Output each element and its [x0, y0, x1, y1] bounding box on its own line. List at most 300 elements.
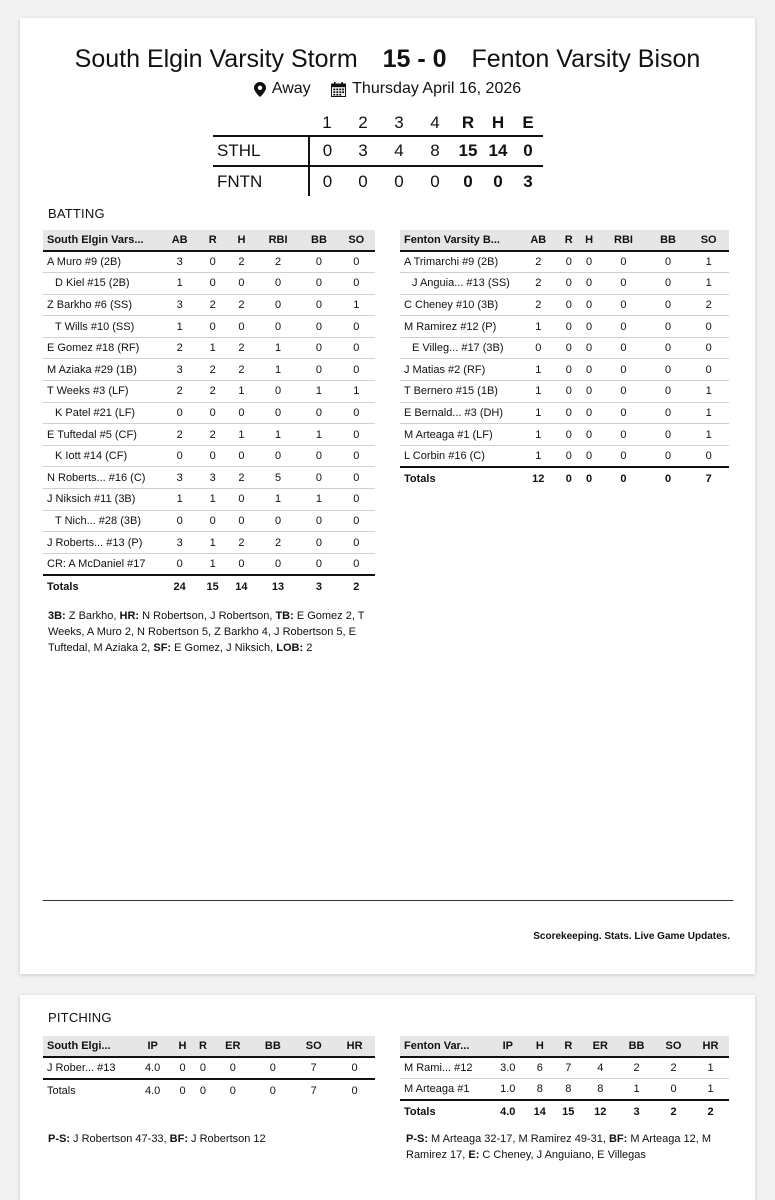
stat-cell: 1 [338, 294, 375, 316]
note-label: SF: [153, 642, 172, 654]
linescore-cell: 4 [381, 136, 417, 166]
stat-cell: 2 [227, 359, 256, 381]
stat-cell: 0 [256, 381, 301, 403]
stats-row [400, 337, 729, 359]
linescore-errors: 0 [513, 136, 543, 166]
player-name: J Anguia... #13 (SS) [400, 273, 518, 295]
stats-header-team: Fenton Varsity B... [400, 230, 518, 251]
stat-cell: 0 [252, 1057, 293, 1079]
player-name: K Iott #14 (CF) [43, 445, 161, 467]
stat-cell: 0 [198, 445, 227, 467]
linescore-hits: 0 [483, 166, 513, 196]
player-name: T Bernero #15 (1B) [400, 381, 518, 403]
stat-cell: 1 [518, 402, 559, 424]
totals-row [43, 575, 375, 598]
stat-cell: 0 [256, 316, 301, 338]
stat-cell: 3 [161, 251, 198, 273]
stat-cell: 2 [688, 294, 729, 316]
stat-cell: 2 [198, 424, 227, 446]
linescore-runs: 15 [453, 136, 483, 166]
stat-cell: 2 [518, 251, 559, 273]
stats-header-col: SO [293, 1036, 334, 1057]
stat-cell: 8 [526, 1079, 554, 1101]
stat-cell: 0 [559, 381, 579, 403]
stats-header-col: BB [618, 1036, 655, 1057]
stat-cell: 0 [227, 553, 256, 575]
stat-cell: 1 [227, 424, 256, 446]
pitching-table-home [43, 1036, 375, 1102]
stats-header-row [43, 1036, 375, 1057]
stats-row [400, 424, 729, 446]
stats-header-col: BB [648, 230, 689, 251]
stats-row [43, 337, 375, 359]
stat-cell: 1 [161, 273, 198, 295]
totals-label: Totals [400, 467, 518, 490]
stat-cell: 0 [227, 510, 256, 532]
stat-cell: 0 [559, 445, 579, 467]
stat-cell: 1 [688, 424, 729, 446]
stat-cell: 0 [300, 510, 337, 532]
stat-cell: 0 [338, 467, 375, 489]
stat-cell: 1 [518, 316, 559, 338]
stats-header-col: R [554, 1036, 582, 1057]
stat-cell: 5 [256, 467, 301, 489]
batting-section-label: BATTING [48, 206, 105, 221]
totals-cell: 0 [599, 467, 647, 490]
stat-cell: 0 [300, 532, 337, 554]
totals-label: Totals [43, 1079, 133, 1102]
stat-cell: 0 [559, 273, 579, 295]
away-team-name: Fenton Varsity Bison [471, 45, 701, 73]
pitching-section-label: PITCHING [48, 1010, 112, 1025]
stat-cell: 1 [518, 381, 559, 403]
stat-cell: 0 [559, 402, 579, 424]
stat-cell: 0 [648, 316, 689, 338]
stat-cell: 0 [579, 337, 599, 359]
totals-cell: 3 [618, 1100, 655, 1123]
player-name: N Roberts... #16 (C) [43, 467, 161, 489]
totals-cell: 0 [648, 467, 689, 490]
totals-cell: 4.0 [490, 1100, 526, 1123]
note-text: E Gomez 2, T Weeks, A Muro 2, N Robertson 5, Z Barkho 4, J Robertson 5, E Tuftedal, M Aziaka 2, [48, 610, 365, 654]
stat-cell: 0 [227, 489, 256, 511]
stats-row [400, 445, 729, 467]
stat-cell: 0 [300, 337, 337, 359]
stat-cell: 0 [579, 381, 599, 403]
note-label: 3B: [48, 610, 66, 622]
stats-header-team: South Elgin Vars... [43, 230, 161, 251]
totals-cell: 7 [293, 1079, 334, 1102]
player-name: C Cheney #10 (3B) [400, 294, 518, 316]
stat-cell: 1 [688, 273, 729, 295]
batting-table-away [400, 230, 729, 490]
linescore-cell: 0 [345, 166, 381, 196]
stat-cell: 2 [198, 359, 227, 381]
stats-header-col: BB [300, 230, 337, 251]
stat-cell: 1 [256, 359, 301, 381]
stat-cell: 3 [161, 532, 198, 554]
home-team-name: South Elgin Varsity Storm [74, 45, 358, 73]
totals-cell: 0 [172, 1079, 192, 1102]
stat-cell: 0 [648, 424, 689, 446]
player-name: M Ramirez #12 (P) [400, 316, 518, 338]
linescore-cell: 0 [309, 166, 345, 196]
stat-cell: 0 [599, 251, 647, 273]
stats-row [43, 1057, 375, 1079]
totals-cell: 2 [338, 575, 375, 598]
note-label: HR: [119, 610, 140, 622]
stat-cell: 0 [599, 273, 647, 295]
stat-cell: 0 [648, 402, 689, 424]
stats-header-col: AB [161, 230, 198, 251]
totals-cell: 4.0 [133, 1079, 172, 1102]
note-label: P-S: [48, 1133, 70, 1145]
stat-cell: 1 [518, 445, 559, 467]
totals-cell: 0 [334, 1079, 375, 1102]
stats-row [43, 316, 375, 338]
player-name: A Muro #9 (2B) [43, 251, 161, 273]
stat-cell: 0 [300, 445, 337, 467]
stats-header-team: South Elgi... [43, 1036, 133, 1057]
pitching-notes-away [406, 1131, 736, 1163]
stats-header-col: HR [692, 1036, 729, 1057]
stat-cell: 0 [648, 445, 689, 467]
linescore-cell: 8 [417, 136, 453, 166]
stat-cell: 4.0 [133, 1057, 172, 1079]
stat-cell: 0 [648, 294, 689, 316]
linescore-team: FNTN [213, 166, 309, 196]
stat-cell: 0 [338, 316, 375, 338]
pitching-table-away [400, 1036, 729, 1123]
stat-cell: 3 [161, 359, 198, 381]
stats-row [400, 402, 729, 424]
stats-row [400, 294, 729, 316]
stat-cell: 0 [256, 445, 301, 467]
stat-cell: 2 [518, 273, 559, 295]
stat-cell: 0 [172, 1057, 192, 1079]
stats-header-col: RBI [256, 230, 301, 251]
stat-cell: 0 [338, 445, 375, 467]
stat-cell: 0 [256, 273, 301, 295]
stat-cell: 6 [526, 1057, 554, 1079]
stats-row [43, 510, 375, 532]
note-label: LOB: [276, 642, 304, 654]
batting-table-home [43, 230, 375, 598]
stat-cell: 2 [161, 381, 198, 403]
location-pin-icon [254, 82, 266, 97]
stat-cell: 0 [599, 337, 647, 359]
stat-cell: 0 [579, 316, 599, 338]
stats-row [43, 424, 375, 446]
player-name: M Arteaga #1 [400, 1079, 490, 1101]
stat-cell: 0 [579, 445, 599, 467]
stat-cell: 3 [161, 467, 198, 489]
stat-cell: 0 [227, 316, 256, 338]
stat-cell: 0 [300, 251, 337, 273]
note-text: J Robertson 12 [188, 1133, 266, 1145]
stats-row [400, 1057, 729, 1079]
totals-cell: 13 [256, 575, 301, 598]
stat-cell: 0 [256, 294, 301, 316]
stats-header-col: IP [133, 1036, 172, 1057]
stat-cell: 0 [227, 402, 256, 424]
note-text: Z Barkho, [65, 610, 120, 622]
stat-cell: 1 [338, 381, 375, 403]
stat-cell: 2 [256, 532, 301, 554]
stat-cell: 1 [518, 424, 559, 446]
stats-row [400, 381, 729, 403]
player-name: J Roberts... #13 (P) [43, 532, 161, 554]
stat-cell: 0 [300, 402, 337, 424]
stat-cell: 0 [559, 251, 579, 273]
stat-cell: 1 [227, 381, 256, 403]
stats-header-col: R [198, 230, 227, 251]
player-name: T Wills #10 (SS) [43, 316, 161, 338]
stat-cell: 0 [559, 359, 579, 381]
stat-cell: 0 [688, 337, 729, 359]
stat-cell: 0 [559, 337, 579, 359]
stat-cell: 2 [227, 294, 256, 316]
stat-cell: 0 [599, 445, 647, 467]
linescore-col: 3 [394, 112, 404, 132]
footer-divider [43, 900, 733, 901]
stat-cell: 0 [213, 1057, 252, 1079]
stat-cell: 0 [198, 510, 227, 532]
totals-row [43, 1079, 375, 1102]
stat-cell: 0 [579, 273, 599, 295]
totals-label: Totals [400, 1100, 490, 1123]
totals-cell: 14 [227, 575, 256, 598]
totals-row [400, 1100, 729, 1123]
stats-header-col: H [579, 230, 599, 251]
totals-cell: 0 [213, 1079, 252, 1102]
stat-cell: 0 [688, 316, 729, 338]
stat-cell: 0 [648, 251, 689, 273]
stats-header-col: RBI [599, 230, 647, 251]
totals-cell: 0 [252, 1079, 293, 1102]
stat-cell: 0 [579, 424, 599, 446]
stat-cell: 0 [338, 510, 375, 532]
stats-row [43, 251, 375, 273]
linescore-cell: 3 [345, 136, 381, 166]
stat-cell: 0 [300, 316, 337, 338]
stat-cell: 0 [559, 316, 579, 338]
note-text: C Cheney, J Anguiano, E Villegas [479, 1149, 646, 1161]
totals-cell: 14 [526, 1100, 554, 1123]
note-text: 2 [303, 642, 313, 654]
stat-cell: 2 [518, 294, 559, 316]
linescore-row-home [213, 136, 543, 166]
note-text: M Arteaga 12, M Ramirez 17, [406, 1133, 712, 1161]
stat-cell: 1 [161, 489, 198, 511]
player-name: E Tuftedal #5 (CF) [43, 424, 161, 446]
game-date: Thursday April 16, 2026 [352, 80, 522, 97]
stat-cell: 0 [338, 251, 375, 273]
player-name: M Rami... #12 [400, 1057, 490, 1079]
stat-cell: 0 [559, 424, 579, 446]
stat-cell: 2 [256, 251, 301, 273]
totals-cell: 2 [692, 1100, 729, 1123]
stat-cell: 2 [161, 337, 198, 359]
stat-cell: 2 [161, 424, 198, 446]
stat-cell: 1 [300, 489, 337, 511]
player-name: J Niksich #11 (3B) [43, 489, 161, 511]
stats-row [43, 467, 375, 489]
note-text: N Robertson, J Robertson, [139, 610, 276, 622]
stat-cell: 3 [198, 467, 227, 489]
stat-cell: 0 [579, 359, 599, 381]
stat-cell: 3 [161, 294, 198, 316]
stat-cell: 1 [688, 251, 729, 273]
stats-header-col: H [172, 1036, 192, 1057]
stat-cell: 2 [618, 1057, 655, 1079]
stat-cell: 1 [198, 532, 227, 554]
stats-header-col: BB [252, 1036, 293, 1057]
player-name: J Rober... #13 [43, 1057, 133, 1079]
player-name: M Aziaka #29 (1B) [43, 359, 161, 381]
linescore-cell: 0 [417, 166, 453, 196]
stat-cell: 1 [198, 337, 227, 359]
player-name: E Bernald... #3 (DH) [400, 402, 518, 424]
stat-cell: 0 [198, 402, 227, 424]
stats-header-col: IP [490, 1036, 526, 1057]
player-name: D Kiel #15 (2B) [43, 273, 161, 295]
totals-cell: 0 [559, 467, 579, 490]
stats-header-col: ER [583, 1036, 619, 1057]
note-text: J Robertson 47-33, [70, 1133, 170, 1145]
stat-cell: 1 [300, 424, 337, 446]
totals-cell: 12 [583, 1100, 619, 1123]
stat-cell: 0 [338, 553, 375, 575]
player-name: L Corbin #16 (C) [400, 445, 518, 467]
stats-row [43, 402, 375, 424]
stat-cell: 1 [256, 489, 301, 511]
stats-row [400, 1079, 729, 1101]
stat-cell: 0 [648, 337, 689, 359]
player-name: A Trimarchi #9 (2B) [400, 251, 518, 273]
note-text: E Gomez, J Niksich, [171, 642, 277, 654]
stat-cell: 0 [688, 445, 729, 467]
stat-cell: 0 [338, 273, 375, 295]
stat-cell: 7 [293, 1057, 334, 1079]
linescore-col: 2 [358, 112, 368, 132]
stat-cell: 8 [583, 1079, 619, 1101]
stats-row [43, 532, 375, 554]
stat-cell: 1 [618, 1079, 655, 1101]
note-label: TB: [275, 610, 294, 622]
stat-cell: 1 [300, 381, 337, 403]
stats-header-col: SO [338, 230, 375, 251]
player-name: K Patel #21 (LF) [43, 402, 161, 424]
stat-cell: 0 [338, 402, 375, 424]
stat-cell: 1.0 [490, 1079, 526, 1101]
stat-cell: 1 [692, 1057, 729, 1079]
totals-cell: 7 [688, 467, 729, 490]
stat-cell: 0 [648, 359, 689, 381]
stats-header-col: R [193, 1036, 213, 1057]
linescore-cell: 0 [309, 136, 345, 166]
stat-cell: 3.0 [490, 1057, 526, 1079]
totals-row [400, 467, 729, 490]
stat-cell: 2 [227, 337, 256, 359]
stats-row [400, 316, 729, 338]
player-name: M Arteaga #1 (LF) [400, 424, 518, 446]
stat-cell: 0 [579, 251, 599, 273]
totals-cell: 0 [579, 467, 599, 490]
player-name: E Villeg... #17 (3B) [400, 337, 518, 359]
stat-cell: 0 [518, 337, 559, 359]
stat-cell: 0 [256, 402, 301, 424]
stat-cell: 1 [161, 316, 198, 338]
final-score: 15 - 0 [382, 45, 447, 73]
stats-row [400, 251, 729, 273]
linescore-cell: 0 [381, 166, 417, 196]
stat-cell: 2 [227, 251, 256, 273]
stats-row [400, 359, 729, 381]
calendar-icon [331, 82, 346, 97]
totals-label: Totals [43, 575, 161, 598]
stat-cell: 0 [198, 273, 227, 295]
stat-cell: 0 [161, 553, 198, 575]
stat-cell: 0 [338, 337, 375, 359]
stat-cell: 0 [193, 1057, 213, 1079]
stat-cell: 0 [599, 294, 647, 316]
stat-cell: 0 [334, 1057, 375, 1079]
batting-notes [48, 608, 373, 656]
linescore-table [213, 110, 543, 196]
stat-cell: 0 [599, 359, 647, 381]
stat-cell: 0 [256, 553, 301, 575]
stat-cell: 0 [161, 445, 198, 467]
stats-header-row [43, 230, 375, 251]
stat-cell: 0 [227, 273, 256, 295]
note-label: P-S: [406, 1133, 428, 1145]
stat-cell: 0 [300, 359, 337, 381]
stat-cell: 4 [583, 1057, 619, 1079]
linescore-errors: 3 [513, 166, 543, 196]
linescore-row-away [213, 166, 543, 196]
stats-row [43, 294, 375, 316]
totals-cell: 12 [518, 467, 559, 490]
stat-cell: 0 [338, 359, 375, 381]
stats-row [400, 273, 729, 295]
boxscore-page-2 [20, 995, 755, 1200]
stat-cell: 1 [256, 424, 301, 446]
stat-cell: 0 [300, 553, 337, 575]
totals-cell: 15 [554, 1100, 582, 1123]
player-name: CR: A McDaniel #17 [43, 553, 161, 575]
stats-header-col: AB [518, 230, 559, 251]
stat-cell: 0 [161, 510, 198, 532]
stat-cell: 2 [227, 467, 256, 489]
stat-cell: 1 [198, 489, 227, 511]
player-name: E Gomez #18 (RF) [43, 337, 161, 359]
game-location: Away [271, 80, 311, 97]
stat-cell: 0 [655, 1079, 692, 1101]
stat-cell: 2 [198, 294, 227, 316]
stats-row [43, 273, 375, 295]
totals-cell: 3 [300, 575, 337, 598]
linescore-hits: 14 [483, 136, 513, 166]
totals-cell: 24 [161, 575, 198, 598]
stats-header-col: ER [213, 1036, 252, 1057]
totals-cell: 2 [655, 1100, 692, 1123]
stat-cell: 0 [599, 402, 647, 424]
stats-row [43, 553, 375, 575]
totals-cell: 0 [193, 1079, 213, 1102]
player-name: Z Barkho #6 (SS) [43, 294, 161, 316]
stat-cell: 1 [198, 553, 227, 575]
